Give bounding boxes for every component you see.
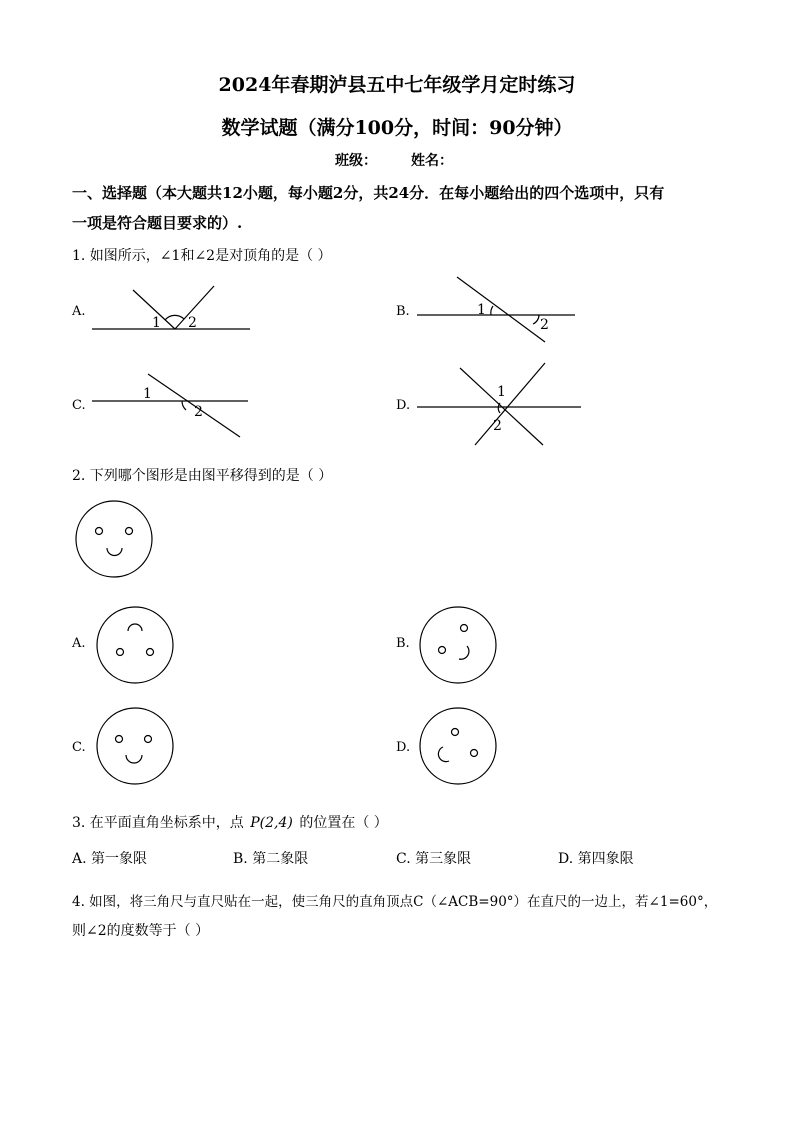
q2-label-b: B. <box>396 636 410 651</box>
q3-option-a: A. 第一象限 <box>72 851 148 867</box>
q3-option-c: C. 第三象限 <box>396 851 472 867</box>
q1a-angle1-label: 1 <box>152 315 161 331</box>
q1-label-a: A. <box>72 304 86 319</box>
q1c-angle1-label: 1 <box>143 386 152 402</box>
q2-reference-face <box>74 500 156 582</box>
q2-option-c-face <box>95 707 177 789</box>
q3-option-d: D. 第四象限 <box>558 851 634 867</box>
q4-stem-line2: 则∠2的度数等于（ ） <box>72 923 210 939</box>
q1-label-b: B. <box>396 304 410 319</box>
q3-stem <box>72 812 388 832</box>
q3-point: P(2,4) <box>250 815 293 831</box>
q2-label-a: A. <box>72 636 86 651</box>
q1-figure-b <box>415 274 580 346</box>
section-heading-line2: 一项是符合题目要求的）. <box>72 214 243 232</box>
q1-label-d: D. <box>396 398 411 413</box>
q1b-angle1-label: 1 <box>477 302 486 318</box>
q3-option-b: B. 第二象限 <box>233 851 309 867</box>
q1a-angle2-label: 2 <box>188 315 197 331</box>
page-subtitle: 数学试题（满分100分，时间：90分钟） <box>221 117 573 139</box>
q2-label-c: C. <box>72 740 86 755</box>
q1d-angle2-label: 2 <box>493 418 502 434</box>
q1c-angle2-label: 2 <box>194 404 203 420</box>
q1b-angle2-label: 2 <box>540 317 549 333</box>
q2-option-b-face <box>418 606 500 688</box>
q1-stem: 1. 如图所示，∠1和∠2是对顶角的是（ ） <box>72 248 332 264</box>
q2-label-d: D. <box>396 740 411 755</box>
q2-option-a-face <box>95 606 177 688</box>
class-label: 班级： <box>335 153 377 169</box>
q1-figure-a <box>90 282 255 337</box>
q1-figure-d <box>415 360 585 450</box>
q2-option-d-face <box>418 707 500 789</box>
q3-stem-post: 的位置在（ ） <box>299 815 388 831</box>
section-heading-line1: 一、选择题（本大题共12小题，每小题2分，共24分．在每小题给出的四个选项中，只有 <box>72 184 665 202</box>
q3-stem-pre: 3. 在平面直角坐标系中，点 <box>72 815 244 831</box>
name-label: 姓名： <box>411 153 453 169</box>
q4-stem-line1: 4. 如图，将三角尺与直尺贴在一起，使三角尺的直角顶点C（∠ACB=90°）在直尺的一边上，若∠1=60°， <box>72 894 718 910</box>
q1d-angle1-label: 1 <box>497 384 506 400</box>
q1-label-c: C. <box>72 398 86 413</box>
q2-stem: 2. 下列哪个图形是由图平移得到的是（ ） <box>72 468 333 484</box>
q1-figure-c <box>90 372 255 440</box>
page-title: 2024年春期泸县五中七年级学月定时练习 <box>218 74 576 96</box>
